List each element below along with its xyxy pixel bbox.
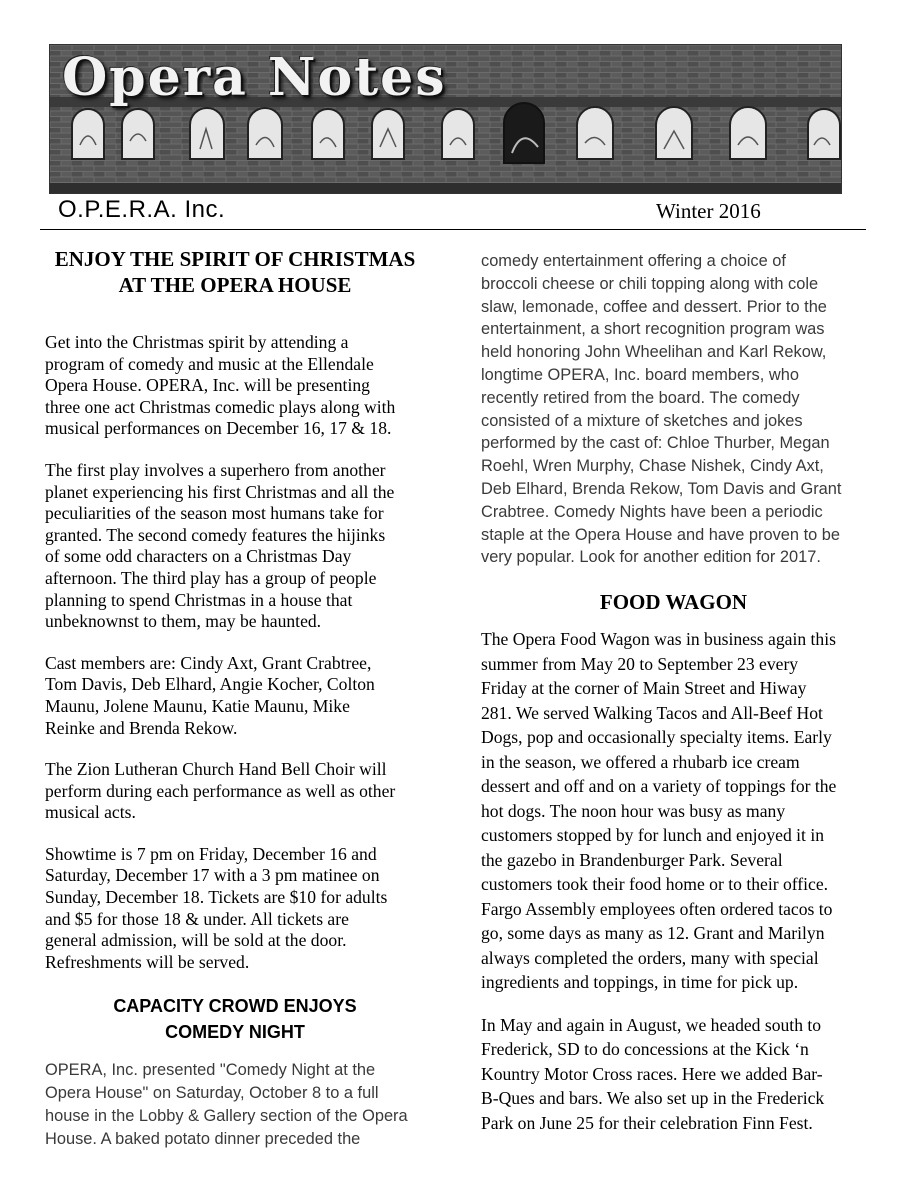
showtime-paragraph: Showtime is 7 pm on Friday, December 16 and Saturday, December 17 with a 3 pm matinee on Sunday, December 18. Tickets are $10 for adults and $5 for those 18 & under. All tickets are general admission, will be sold at the door. Refreshments will be served.: [45, 843, 388, 972]
hand-bell-paragraph: The Zion Lutheran Church Hand Bell Choir will perform during each performance as well as other musical acts.: [45, 759, 396, 823]
plays-paragraph: The first play involves a superhero from another planet experiencing his first Christmas and all the peculiarities of the season most humans take for granted. The second comedy features the hijinks of some odd characters on a Christmas Day afternoon. The third play has a group of people planning to spend Christmas in a house that unbeknownst to them, may be haunted.: [45, 459, 395, 632]
masthead-divider: [40, 229, 866, 230]
food-wagon-paragraph: The Opera Food Wagon was in business again this summer from May 20 to September 23 every Friday at the corner of Main Street and Hiway 281. We served Walking Tacos and All-Beef Hot Dogs, pop and occasionally specialty items. Early in the season, we offered a rhubarb ice cream dessert and off and on a variety of toppings for the hot dogs. The noon hour was busy as many customers stopped by for lunch and enjoyed it in the gazebo in Brandenburger Park. Several customers took their food home or to their office. Fargo Assembly employees often ordered tacos to go, some days as many as 12. Grant and Marilyn always completed the orders, many with special ingredients and toppings, in time for pick up.: [481, 629, 837, 993]
left-column: [45, 246, 425, 1171]
comedy-night-paragraph: OPERA, Inc. presented "Comedy Night at the Opera House" on Saturday, October 8 to a full house in the Lobby & Gallery section of the Opera House. A baked potato dinner preceded the: [45, 1061, 408, 1148]
food-wagon-headline: FOOD WAGON: [599, 590, 748, 615]
organization-name: O.P.E.R.A. Inc.: [58, 196, 226, 223]
frederick-paragraph: In May and again in August, we headed south to Frederick, SD to do concessions at the Kick ‘n Kountry Motor Cross races. Here we added Bar- B-Ques and bars. We also set up in the Frederick Park on June 25 for their celebration Finn Fest.: [481, 1014, 825, 1133]
comedy-night-continued-paragraph: comedy entertainment offering a choice of broccoli cheese or chili topping along with cole slaw, lemonade, coffee and dessert. Prior to the entertainment, a short recognition program was held honoring John Wheelihan and Karl Rekow, longtime OPERA, Inc. board members, who recently retired from the board. The comedy consisted of a mixture of sketches and jokes performed by the cast of: Chloe Thurber, Megan Roehl, Wren Murphy, Chase Nishek, Cindy Axt, Deb Elhard, Brenda Rekow, Tom Davis and Grant Crabtree. Comedy Nights have been a periodic staple at the Opera House and have proven to be very popular. Look for another edition for 2017.: [481, 252, 842, 567]
right-column: [481, 250, 866, 1155]
christmas-intro-paragraph: Get into the Christmas spirit by attending a program of comedy and music at the Ellendale Opera House. OPERA, Inc. will be presenting three one act Christmas comedic plays along with musical performances on December 16, 17 & 18.: [45, 332, 396, 439]
christmas-headline: ENJOY THE SPIRIT OF CHRISTMAS AT THE OPERA HOUSE: [54, 247, 416, 297]
masthead-banner: [49, 44, 842, 194]
cast-paragraph: Cast members are: Cindy Axt, Grant Crabtree, Tom Davis, Deb Elhard, Angie Kocher, Colton Maunu, Jolene Maunu, Katie Maunu, Mike Reinke and Brenda Rekow.: [45, 652, 375, 738]
issue-date: Winter 2016: [656, 199, 761, 223]
newsletter-title: Opera Notes: [62, 47, 447, 108]
comedy-night-headline: CAPACITY CROWD ENJOYS COMEDY NIGHT: [113, 996, 357, 1043]
